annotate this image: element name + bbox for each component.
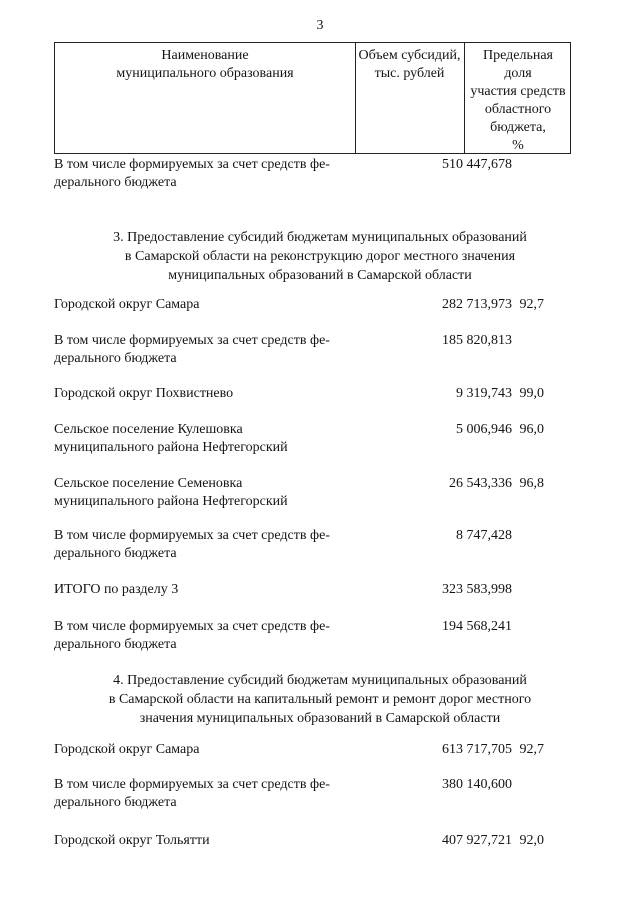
page-number: 3 — [316, 18, 324, 33]
row-amount: 5 006,946 — [456, 422, 512, 437]
row-name: ИТОГО по разделу 3 — [54, 582, 179, 597]
header-max-share: Предельная доля участия средств областного бюджета, % — [470, 48, 566, 153]
row-name: Городской округ Похвистнево — [54, 386, 234, 401]
row-name: Городской округ Самара — [54, 742, 200, 757]
row-name: В том числе формируемых за счет средств фе- дерального бюджета — [54, 333, 330, 366]
row-name: Сельское поселение Кулешовка муниципального района Нефтегорский — [54, 422, 288, 455]
row-amount: 9 319,743 — [456, 386, 512, 401]
table-header — [54, 42, 571, 154]
header-municipality: Наименование муниципального образования — [116, 48, 294, 81]
row-percent: 92,7 — [519, 742, 544, 757]
row-name: Городской округ Самара — [54, 297, 200, 312]
row-percent: 99,0 — [519, 386, 544, 401]
row-name: В том числе формируемых за счет средств фе- дерального бюджета — [54, 619, 330, 652]
row-amount: 282 713,973 — [442, 297, 512, 312]
row-amount: 613 717,705 — [442, 742, 512, 757]
row-amount: 8 747,428 — [456, 528, 512, 543]
row-name: В том числе формируемых за счет средств фе- дерального бюджета — [54, 528, 330, 561]
row-percent: 96,8 — [519, 476, 544, 491]
row-percent: 96,0 — [519, 422, 544, 437]
row-amount: 323 583,998 — [442, 582, 512, 597]
row-amount: 407 927,721 — [442, 833, 512, 848]
row-amount: 185 820,813 — [442, 333, 512, 348]
row-name: Городской округ Тольятти — [54, 833, 210, 848]
row-percent: 92,0 — [519, 833, 544, 848]
row-percent: 92,7 — [519, 297, 544, 312]
row-amount: 26 543,336 — [449, 476, 512, 491]
header-subsidy-amount: Объем субсидий, тыс. рублей — [358, 48, 461, 81]
row-name: Сельское поселение Семеновка муниципального района Нефтегорский — [54, 476, 288, 509]
section-4-heading: 4. Предоставление субсидий бюджетам муниципальных образований в Самарской области на капитальный ремонт и ремонт дорог местного значения муниципальных образований в Самарской области — [108, 673, 532, 726]
section-3-heading: 3. Предоставление субсидий бюджетам муниципальных образований в Самарской области на реконструкцию дорог местного значения муниципальных образований в Самарской области — [113, 230, 527, 283]
row-amount: 380 140,600 — [442, 777, 512, 792]
row-amount: 194 568,241 — [442, 619, 512, 634]
row-amount: 510 447,678 — [442, 157, 512, 172]
row-name: В том числе формируемых за счет средств фе- дерального бюджета — [54, 777, 330, 810]
row-name: В том числе формируемых за счет средств фе- дерального бюджета — [54, 157, 330, 190]
